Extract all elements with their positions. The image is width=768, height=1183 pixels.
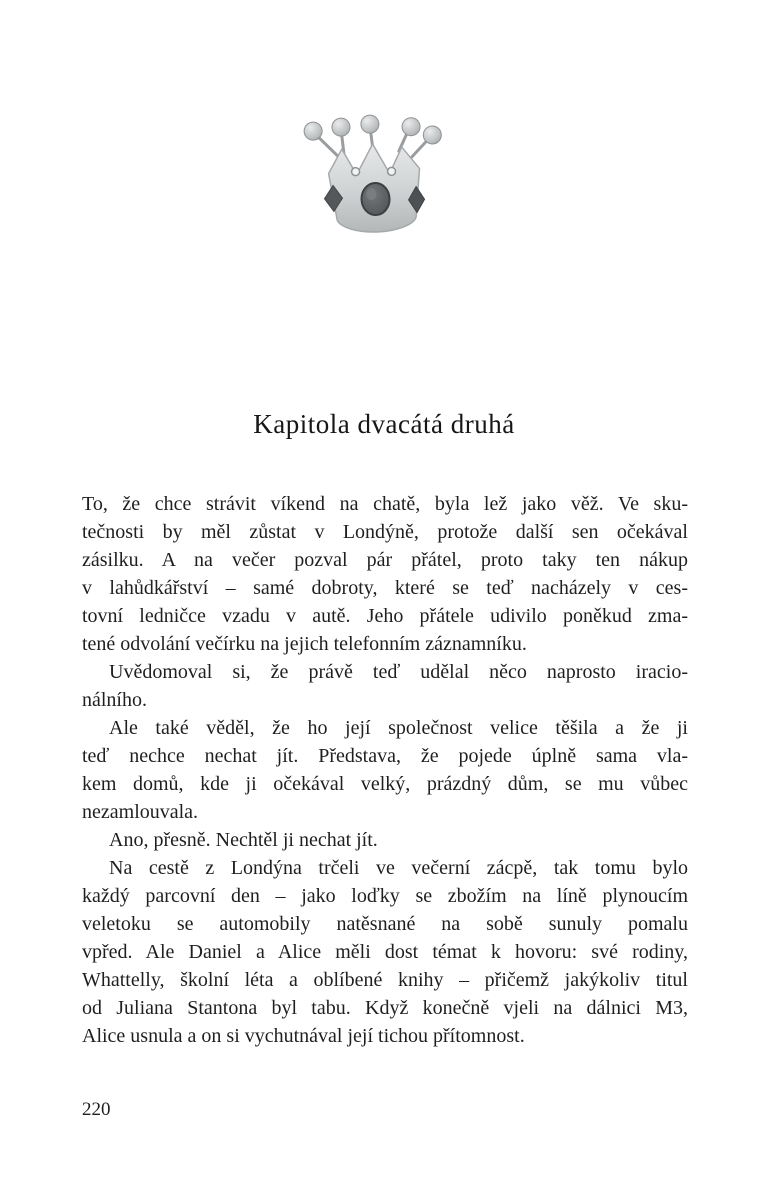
text-line: vpřed. Ale Daniel a Alice měli dost témat k hovoru: své rodiny, [82, 941, 688, 963]
text-line: tovní ledničce vzadu v autě. Jeho přátele udivilo poněkud zma- [82, 605, 688, 627]
text-line: veletoku se automobily natěsnané na sobě sunuly pomalu [82, 913, 688, 935]
text-line: v lahůdkářství – samé dobroty, které se teď nacházely v ces- [82, 577, 688, 599]
text-line: To, že chce strávit víkend na chatě, byla lež jako věž. Ve sku- [82, 493, 688, 515]
text-line: nálního. [82, 689, 147, 711]
text-line: tečnosti by měl zůstat v Londýně, protože další sen očekával [82, 521, 688, 543]
crown-icon [299, 114, 451, 238]
text-line: kem domů, kde ji očekával velký, prázdný dům, se mu vůbec [82, 773, 688, 795]
text-line: každý parcovní den – jako loďky se zbožím na líně plynoucím [82, 885, 688, 907]
text-line: zásilku. A na večer pozval pár přátel, proto taky ten nákup [82, 549, 688, 571]
crown-ornament [299, 114, 451, 238]
chapter-title: Kapitola dvacátá druhá [253, 409, 515, 439]
text-line: teď nechce nechat jít. Představa, že pojede úplně sama vla- [82, 745, 688, 767]
text-line: tené odvolání večírku na jejich telefonním záznamníku. [82, 633, 527, 655]
text-line: od Juliana Stantona byl tabu. Když konečně vjeli na dálnici M3, [82, 997, 688, 1019]
body-text [82, 490, 688, 1050]
text-line: Alice usnula a on si vychutnával její tichou přítomnost. [82, 1025, 525, 1047]
text-line: Uvědomoval si, že právě teď udělal něco naprosto iracio- [109, 661, 688, 683]
text-line: Ano, přesně. Nechtěl ji nechat jít. [109, 829, 378, 851]
text-line: Whattelly, školní léta a oblíbené knihy – přičemž jakýkoliv titul [82, 969, 688, 991]
text-line: nezamlouvala. [82, 801, 199, 823]
page-number: 220 [82, 1099, 111, 1120]
text-line: Ale také věděl, že ho její společnost velice těšila a že ji [109, 717, 688, 739]
text-line: Na cestě z Londýna trčeli ve večerní zácpě, tak tomu bylo [109, 857, 688, 879]
